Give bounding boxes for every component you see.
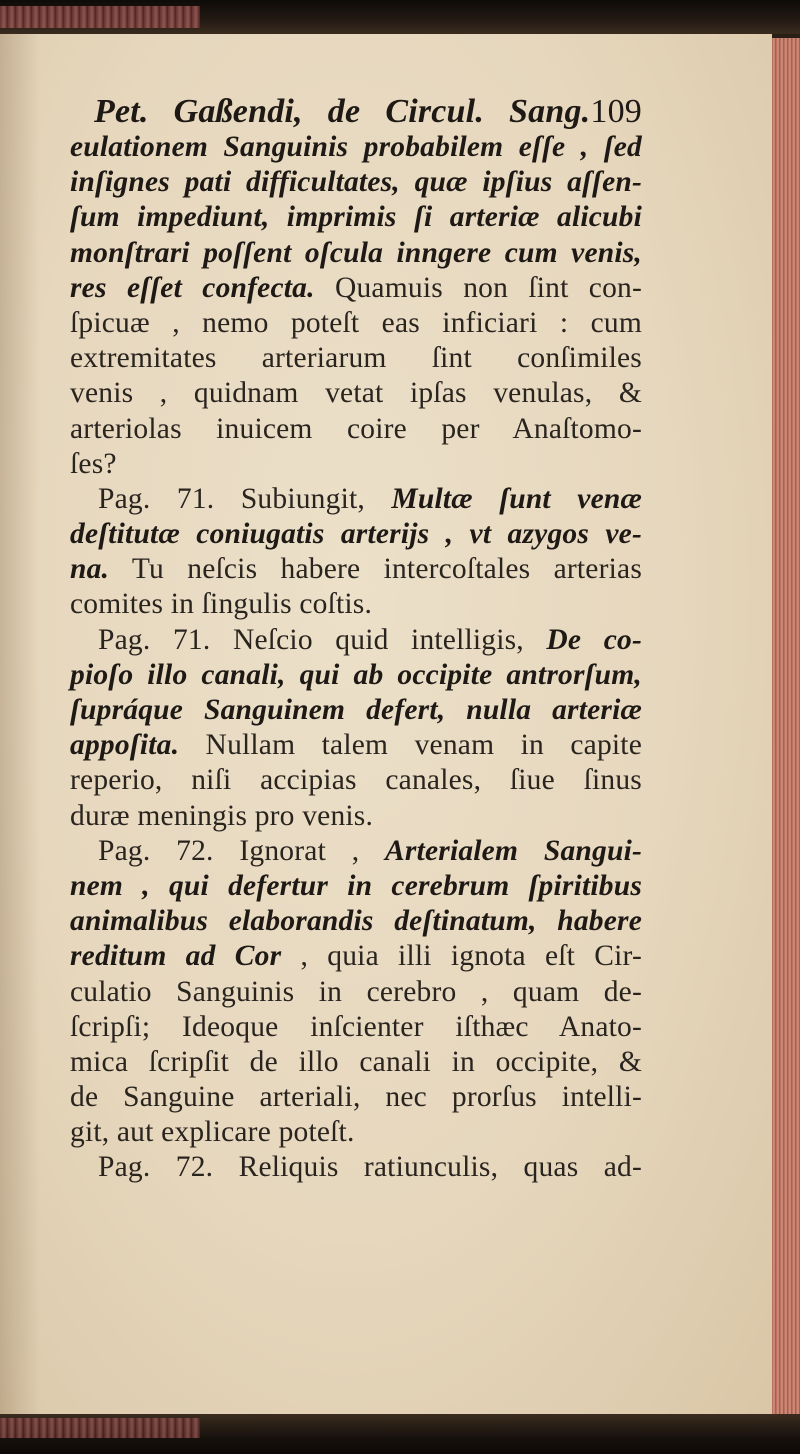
italic-run: Multæ ſunt venæ <box>391 482 642 515</box>
roman-run: ſcripſi; Ideoque inſcienter iſthæc Anato- <box>70 1010 642 1043</box>
italic-run: na. <box>70 553 110 586</box>
italic-run: appoſita. <box>70 729 180 762</box>
roman-run: ſpicuæ , nemo poteſt eas inficiari : cum <box>70 306 642 339</box>
roman-run: duræ meningis pro venis. <box>70 799 374 832</box>
text-line <box>70 306 642 341</box>
roman-run: venis , quidnam vetat ipſas venulas, & <box>70 377 642 410</box>
text-line <box>70 587 642 622</box>
roman-run: extremitates arteriarum ſint conſimiles <box>70 342 642 375</box>
roman-run: arteriolas inuicem coire per Anaſtomo- <box>70 412 642 445</box>
roman-run: reperio, niſi accipias canales, ſiue ſinus <box>70 764 642 797</box>
text-line <box>70 799 642 834</box>
roman-run: ſes? <box>70 447 117 480</box>
text-line <box>70 939 642 974</box>
roman-run: Pag. 72. <box>98 1151 214 1184</box>
text-line <box>70 1010 642 1045</box>
roman-run: , quia illi ignota eſt Cir- <box>281 940 642 973</box>
body-text <box>70 130 642 1186</box>
text-line <box>70 482 642 517</box>
running-head <box>70 92 642 132</box>
text-line <box>70 236 642 271</box>
text-line <box>70 623 642 658</box>
text-line <box>70 693 642 728</box>
italic-run: deſtitutæ coniugatis arterijs , vt azygos ve- <box>70 518 642 551</box>
italic-run: animalibus elaborandis deſtinatum, habere <box>70 905 642 938</box>
roman-run: Quamuis non ſint con- <box>314 271 642 304</box>
roman-run: Neſcio quid intelligis, <box>210 623 547 656</box>
italic-run: eulationem Sanguinis probabilem eſſe , ſed <box>70 131 642 163</box>
roman-run: comites in ſingulis coſtis. <box>70 588 373 621</box>
italic-run: Cor <box>215 940 282 973</box>
roman-run: Ignorat , <box>213 834 386 867</box>
text-line <box>70 447 642 482</box>
bottom-headband <box>0 1418 200 1438</box>
page-number: 109 <box>590 93 642 130</box>
text-line <box>70 728 642 763</box>
roman-run: Pag. 71. <box>98 623 211 656</box>
italic-run: ſupráque Sanguinem defert, nulla arteriæ <box>70 694 642 726</box>
italic-run: De co- <box>546 623 642 656</box>
text-line <box>70 1045 642 1080</box>
text-line <box>70 904 642 939</box>
roman-run: Subiungit, <box>214 482 392 515</box>
text-block <box>70 92 642 1186</box>
roman-run: Pag. 72. <box>98 834 214 867</box>
text-line <box>70 341 642 376</box>
roman-run: de Sanguine arteriali, nec prorſus intelli- <box>70 1081 642 1114</box>
roman-run: mica ſcripſit de illo canali in occipite, & <box>70 1045 642 1078</box>
text-line <box>70 200 642 235</box>
text-line <box>70 165 642 200</box>
italic-run: pioſo illo canali, qui ab occipite antrorſum, <box>70 658 642 691</box>
text-line <box>70 130 642 165</box>
text-line <box>70 1115 642 1150</box>
text-line <box>70 869 642 904</box>
text-line <box>70 552 642 587</box>
gutter-shadow <box>0 30 40 1422</box>
roman-run: Nullam talem venam in capite <box>179 729 642 762</box>
roman-run: culatio Sanguinis in cerebro , quam de- <box>70 975 642 1008</box>
text-line <box>70 975 642 1010</box>
text-line <box>70 271 642 306</box>
fore-edge <box>772 38 800 1418</box>
roman-run: Tu neſcis habere intercoſtales arterias <box>109 553 642 586</box>
roman-run: git, aut explicare poteſt. <box>70 1116 355 1149</box>
text-line <box>70 1080 642 1115</box>
italic-run: nem , qui defertur in cerebrum ſpiritibus <box>70 869 642 902</box>
text-line <box>70 412 642 447</box>
text-line <box>70 658 642 693</box>
text-line <box>70 517 642 552</box>
running-head-title: Pet. Gaßendi, de Circul. Sang. <box>94 93 591 130</box>
roman-run: Pag. 71. <box>98 482 215 515</box>
italic-run: res eſſet confecta. <box>70 271 315 304</box>
roman-run: Reliquis ratiunculis, quas ad- <box>213 1151 642 1184</box>
text-line <box>70 834 642 869</box>
text-line <box>70 763 642 798</box>
italic-run: reditum ad <box>70 940 216 973</box>
italic-run: monſtrari poſſent oſcula inngere cum venis, <box>70 236 642 269</box>
italic-run: ſum impediunt, imprimis ſi arteriæ alicubi <box>70 201 642 234</box>
text-line <box>70 1150 642 1185</box>
italic-run: inſignes pati difficultates, quæ ipſius aſſen- <box>70 166 642 199</box>
top-headband <box>0 6 200 28</box>
italic-run: Arterialem Sangui- <box>385 834 642 867</box>
text-line <box>70 376 642 411</box>
